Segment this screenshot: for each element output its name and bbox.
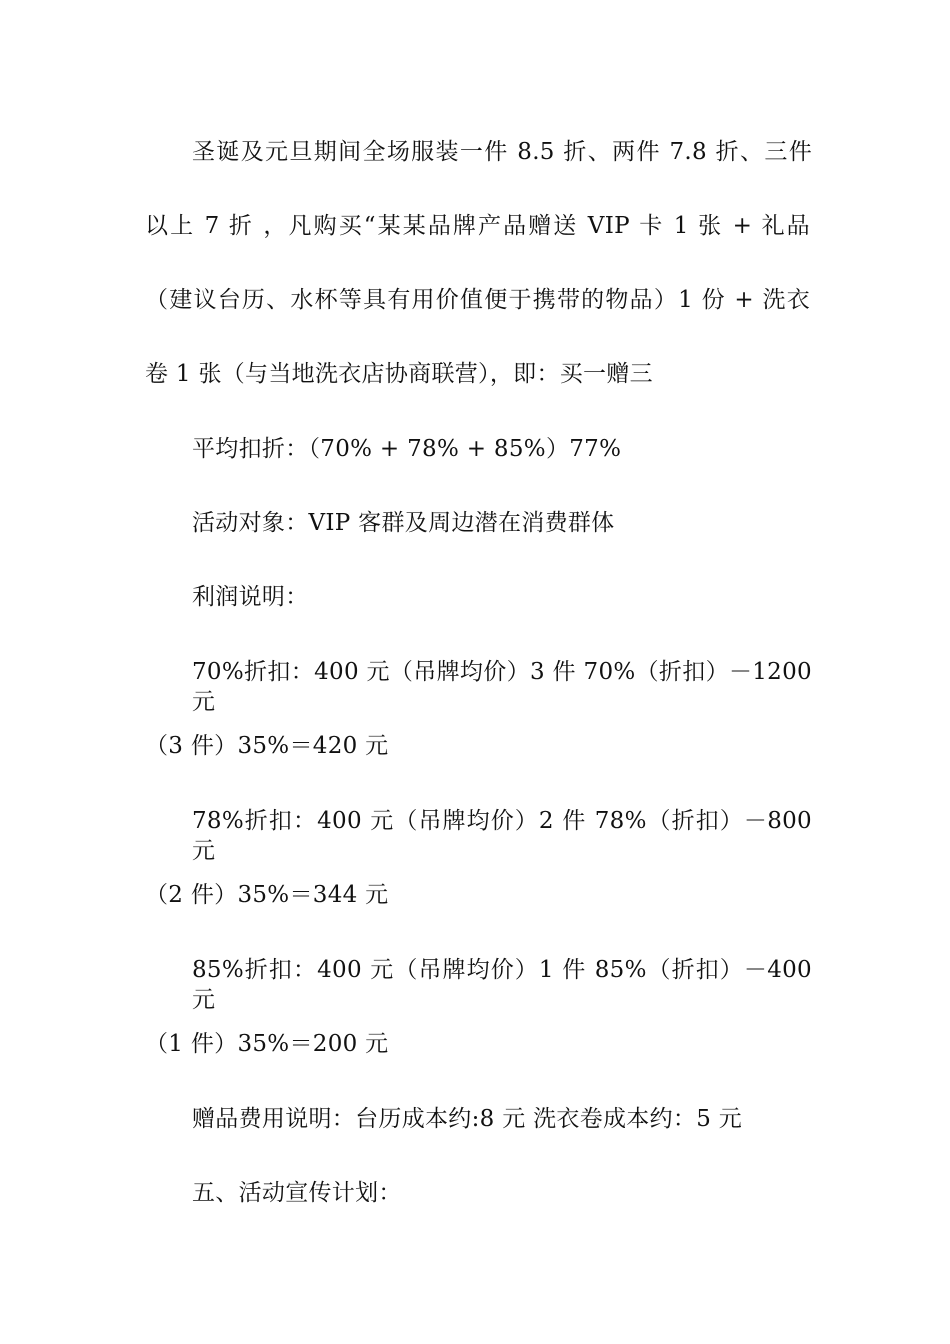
paragraph-line-2: 以上 7 折 ，凡购买“某某品牌产品赠送 VIP 卡 1 张 + 礼品 <box>145 213 810 239</box>
profit-heading: 利润说明： <box>192 584 309 610</box>
profit-line-85: 85%折扣：400 元（吊牌均价）1 件 85%（折扣）－400 元 <box>192 957 812 1013</box>
gift-cost-line: 赠品费用说明：台历成本约:8 元 洗衣卷成本约：5 元 <box>192 1106 743 1132</box>
target-audience-line: 活动对象：VIP 客群及周边潜在消费群体 <box>192 510 615 536</box>
profit-line-70: 70%折扣：400 元（吊牌均价）3 件 70%（折扣）－1200 元 <box>192 659 812 715</box>
average-discount-line: 平均扣折：（70% + 78% + 85%）77% <box>192 436 622 462</box>
profit-line-70-cont: （3 件）35%＝420 元 <box>145 733 389 759</box>
paragraph-line-1: 圣诞及元旦期间全场服装一件 8.5 折、两件 7.8 折、三件 <box>192 139 812 165</box>
profit-line-78: 78%折扣：400 元（吊牌均价）2 件 78%（折扣）－800 元 <box>192 808 812 864</box>
paragraph-line-3: （建议台历、水杯等具有用价值便于携带的物品）1 份 + 洗衣 <box>145 287 810 313</box>
profit-line-78-cont: （2 件）35%＝344 元 <box>145 882 389 908</box>
paragraph-line-4: 卷 1 张（与当地洗衣店协商联营），即：买一赠三 <box>145 361 653 387</box>
profit-line-85-cont: （1 件）35%＝200 元 <box>145 1031 389 1057</box>
section-heading-promotion-plan: 五、活动宣传计划： <box>192 1180 402 1206</box>
